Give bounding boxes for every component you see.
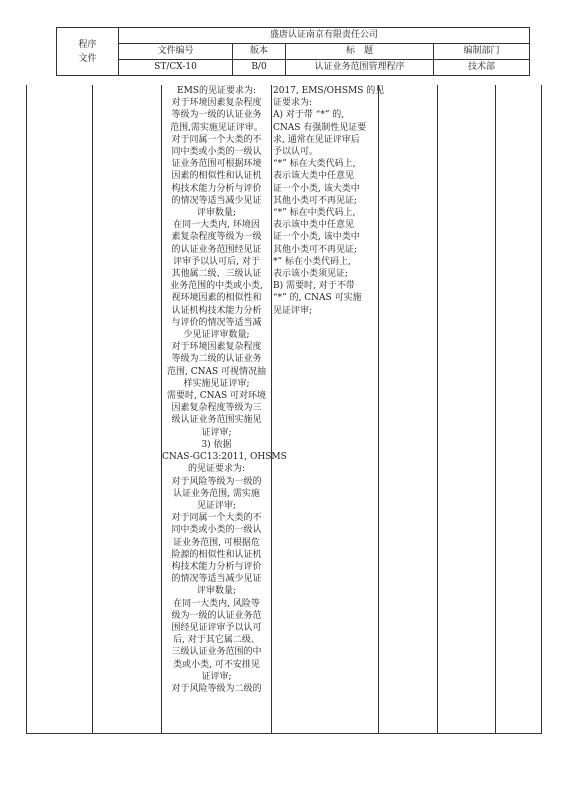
text-line: 表示该中类中任意见 (273, 220, 355, 231)
column-divider (92, 85, 93, 733)
doc-no-label: 文件编号 (119, 44, 233, 60)
column-divider (271, 85, 272, 733)
text-line: 等级为一级的认证业务 (171, 110, 262, 121)
text-line: 类或小类, 可不安排见 (173, 659, 260, 670)
text-line: EMS的见证要求为: (177, 86, 256, 96)
text-line: 3) 依据 (201, 439, 232, 450)
text-line: B) 需要时, 对于不带 (273, 281, 355, 292)
text-line: 证评审; (201, 671, 232, 682)
text-line: 见证评审; (196, 500, 237, 511)
text-line: 样实施见证评审; (183, 378, 250, 389)
program-file-label: 程序 文件 (57, 28, 119, 76)
column-divider (495, 85, 496, 733)
right-requirement-text (273, 85, 385, 317)
text-line: 同中类或小类的一级认 (171, 147, 262, 158)
version-label: 版本 (233, 44, 286, 60)
text-line: 其他属二级、三级认证 (171, 269, 262, 280)
text-line: 其他小类可不再见证; (273, 244, 358, 255)
text-line: 对于风险等级为一级的 (171, 476, 262, 487)
header-table (56, 27, 530, 76)
text-line: 业务范围的中类或小类, (170, 281, 263, 292)
dept-value: 技术部 (434, 60, 530, 76)
text-line: 的见证要求为: (187, 464, 246, 475)
text-line: 证一个小类, 该中类中 (273, 232, 360, 243)
text-line: 予以认可。 (273, 147, 319, 158)
text-line: 证要求为: (273, 98, 313, 109)
title-value: 认证业务范围管理程序 (286, 60, 434, 76)
text-line: “*” 标在中类代码上, (273, 208, 356, 219)
text-line: 对于环境因素复杂程度 (171, 342, 262, 353)
text-line: 素复杂程度等级为一级 (171, 232, 262, 243)
doc-no-value: ST/CX-10 (119, 60, 233, 76)
text-line: 构技术能力分析与评价 (171, 183, 262, 194)
text-line: “*” 标在大类代码上, (273, 159, 356, 170)
text-line: 的认证业务范围经见证 (171, 244, 262, 255)
text-line: “*” 的, CNAS 可实施 (273, 293, 362, 304)
text-line: 级认证业务范围实施见 (171, 415, 262, 426)
version-value: B/0 (233, 60, 286, 76)
text-line: A) 对于带 “*” 的, (273, 110, 345, 121)
text-line: 视环境因素的相似性和 (171, 293, 262, 304)
text-line: 的情况等适当减少见证 (171, 574, 262, 585)
title-label: 标 题 (286, 44, 434, 60)
text-line: 对于同属一个大类的不 (171, 513, 262, 524)
left-requirement-text (162, 85, 287, 695)
text-line: 险源的相似性和认证机 (171, 549, 262, 560)
text-line: 证业务范围可根据环境 (171, 159, 262, 170)
text-line: 三级认证业务范围的中 (171, 647, 262, 658)
text-line: 的情况等适当减少见证 (171, 195, 262, 206)
text-line: 少见证评审数量; (183, 330, 250, 341)
text-line: 证一个小类, 该大类中 (273, 183, 360, 194)
text-line: 在同一大类内, 风险等 (173, 598, 260, 609)
text-line: 对于风险等级为二级的 (171, 683, 262, 694)
column-divider (437, 85, 438, 733)
text-line: 其他小类可不再见证; (273, 195, 358, 206)
text-line: 评审数量; (196, 586, 237, 597)
text-line: 对于环境因素复杂程度 (171, 98, 262, 109)
text-line: 对于同属一个大类的不 (171, 134, 262, 145)
text-line: 表示该小类须见证; (273, 269, 349, 280)
company-name: 盛唐认证南京有限责任公司 (119, 28, 530, 44)
text-line: CNAS-GC13:2011, OHSMS (162, 452, 287, 463)
text-line: 需要时, CNAS 可对环境 (166, 391, 266, 402)
text-line: *” 标在小类代码上, (273, 256, 351, 267)
content-table (26, 85, 542, 734)
text-line: 后, 对于其它属二级、 (173, 635, 260, 646)
text-line: 因素的相似性和认证机 (171, 171, 262, 182)
text-line: 同中类或小类的一级认 (171, 525, 262, 536)
text-line: 级为一级的认证业务范 (171, 610, 262, 621)
text-line: 2017, EMS/OHSMS 的见 (273, 86, 385, 96)
text-line: 求, 通常在见证评审后 (273, 134, 360, 145)
text-line: 在同一大类内, 环境因 (173, 220, 260, 231)
text-line: 评审数量; (196, 208, 237, 219)
text-line: 证业务范围, 可根据危 (173, 537, 260, 548)
text-line: 评审予以认可后, 对于 (173, 256, 260, 267)
dept-label: 编制部门 (434, 44, 530, 60)
text-line: 范围, CNAS 可视情况抽 (166, 366, 266, 377)
text-line: 与评价的情况等适当减 (171, 317, 262, 328)
text-line: 等级为二级的认证业务 (171, 354, 262, 365)
text-line: 认证机构技术能力分析 (171, 305, 262, 316)
text-line: 围经见证评审予以认可 (171, 622, 262, 633)
text-line: 证评审; (201, 427, 232, 438)
text-line: 因素复杂程度等级为三 (171, 403, 262, 414)
text-line: 范围,需实施见证评审。 (170, 122, 263, 133)
text-line: 表示该大类中任意见 (273, 171, 355, 182)
column-divider (378, 85, 379, 733)
text-line: CNAS 有强制性见证要 (273, 122, 367, 133)
text-line: 构技术能力分析与评价 (171, 561, 262, 572)
text-line: 见证评审; (273, 305, 313, 316)
text-line: 认证业务范围, 需实施 (173, 488, 260, 499)
